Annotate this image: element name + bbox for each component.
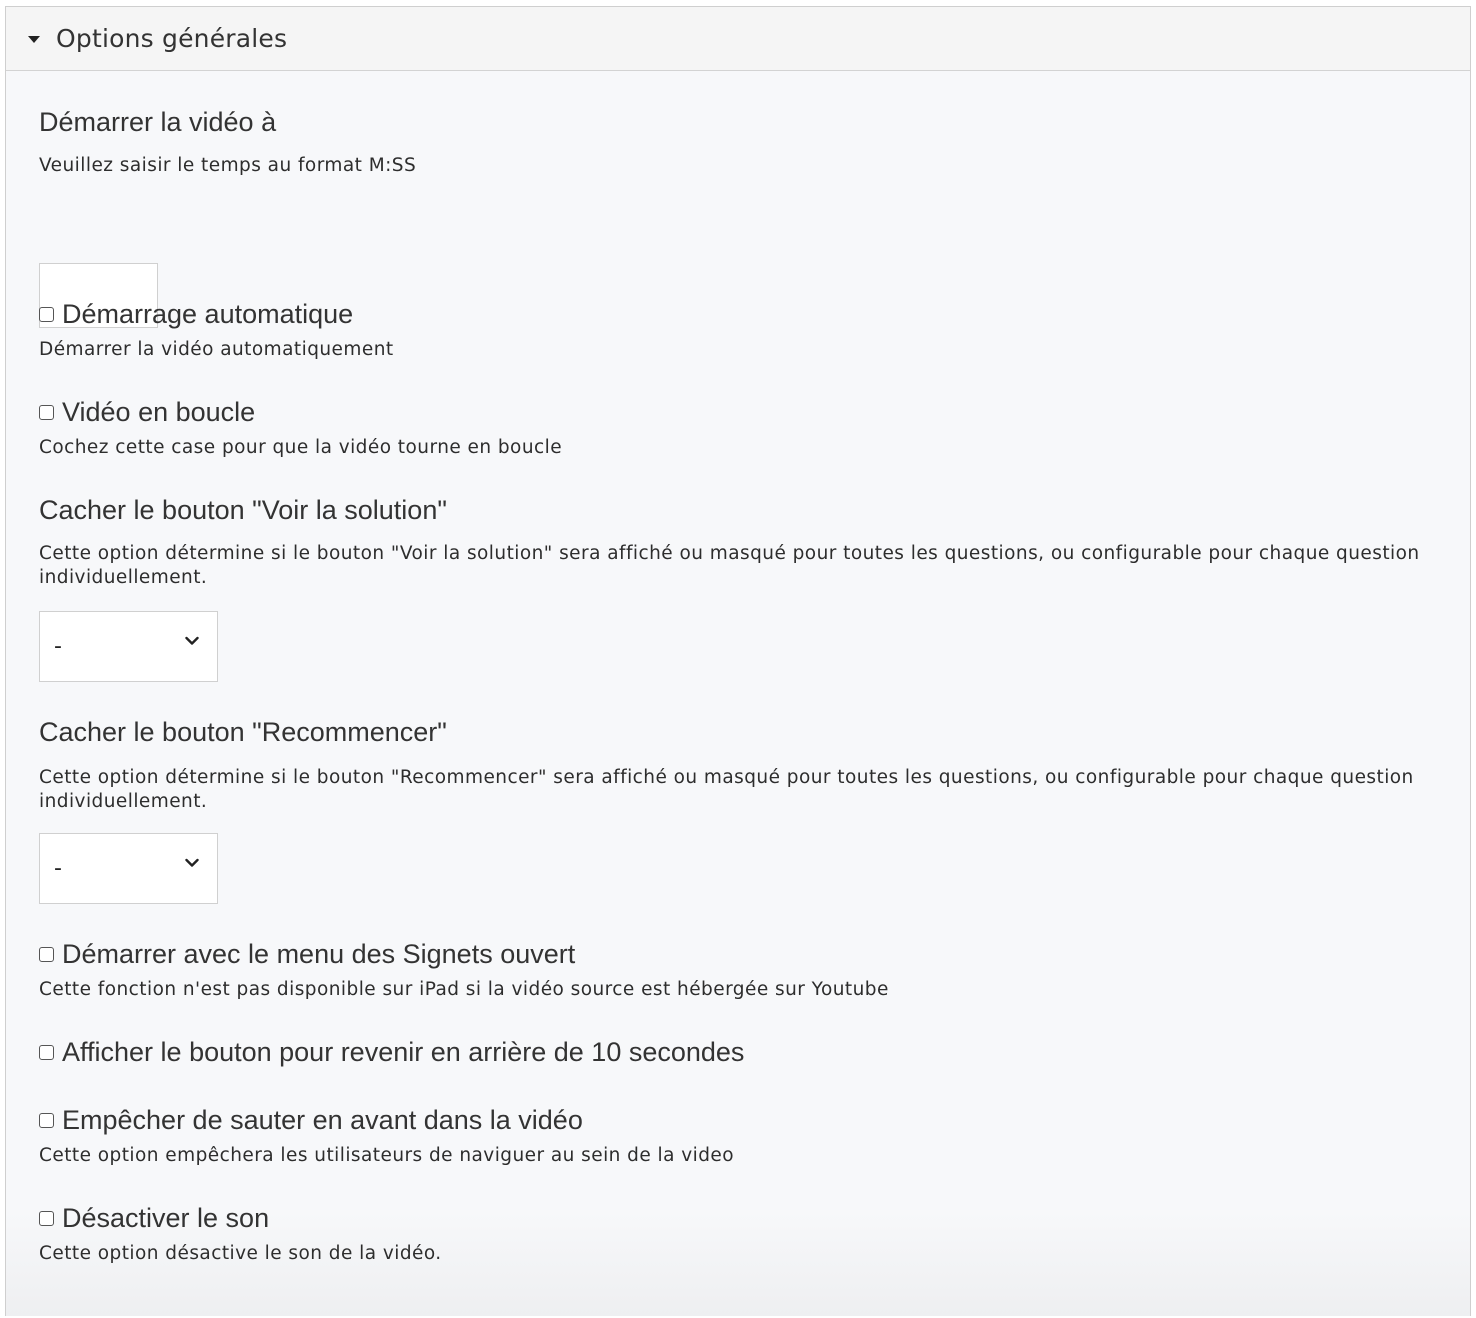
bookmarks-checkbox[interactable] bbox=[39, 947, 54, 962]
caret-down-icon[interactable] bbox=[28, 36, 40, 43]
autoplay-option[interactable] bbox=[39, 299, 353, 330]
chevron-down-icon bbox=[185, 858, 199, 868]
hide-solution-select[interactable] bbox=[39, 611, 218, 682]
start-time-description: Veuillez saisir le temps au format M:SS bbox=[39, 155, 417, 176]
general-options-header[interactable] bbox=[6, 7, 1470, 71]
mute-description: Cette option désactive le son de la vidéo. bbox=[39, 1243, 442, 1264]
hide-solution-label: Cacher le bouton "Voir la solution" bbox=[39, 495, 447, 525]
hide-retry-select[interactable] bbox=[39, 833, 218, 904]
chevron-down-icon bbox=[185, 636, 199, 646]
prevent-skip-option[interactable] bbox=[39, 1105, 583, 1136]
prevent-skip-label[interactable]: Empêcher de sauter en avant dans la vidéo bbox=[62, 1105, 583, 1135]
autoplay-label[interactable]: Démarrage automatique bbox=[62, 299, 354, 329]
loop-label[interactable]: Vidéo en boucle bbox=[62, 397, 256, 427]
loop-description: Cochez cette case pour que la vidéo tourne en boucle bbox=[39, 437, 563, 458]
bookmarks-description: Cette fonction n'est pas disponible sur iPad si la vidéo source est hébergée sur Youtube bbox=[39, 979, 889, 1000]
hide-solution-selected-value: - bbox=[54, 634, 62, 659]
hide-retry-selected-value: - bbox=[54, 856, 62, 881]
bookmarks-label[interactable]: Démarrer avec le menu des Signets ouvert bbox=[62, 939, 576, 969]
rewind-checkbox[interactable] bbox=[39, 1045, 54, 1060]
rewind-option[interactable] bbox=[39, 1037, 744, 1068]
start-time-label: Démarrer la vidéo à bbox=[39, 107, 277, 137]
hide-retry-description: Cette option détermine si le bouton "Recommencer" sera affiché ou masqué pour toutes les questions, ou configurable pour chaque question individuellement. bbox=[39, 767, 1414, 812]
hide-solution-description: Cette option détermine si le bouton "Voir la solution" sera affiché ou masqué pour toutes les questions, ou configurable pour chaque question individuellement. bbox=[39, 543, 1420, 588]
hide-retry-label: Cacher le bouton "Recommencer" bbox=[39, 717, 447, 747]
mute-label[interactable]: Désactiver le son bbox=[62, 1203, 270, 1233]
autoplay-checkbox[interactable] bbox=[39, 307, 54, 322]
loop-checkbox[interactable] bbox=[39, 405, 54, 420]
autoplay-description: Démarrer la vidéo automatiquement bbox=[39, 339, 394, 360]
general-options-panel bbox=[5, 6, 1471, 1316]
prevent-skip-description: Cette option empêchera les utilisateurs de naviguer au sein de la video bbox=[39, 1145, 735, 1166]
mute-option[interactable] bbox=[39, 1203, 269, 1234]
rewind-label[interactable]: Afficher le bouton pour revenir en arrière de 10 secondes bbox=[62, 1037, 745, 1067]
loop-option[interactable] bbox=[39, 397, 255, 428]
mute-checkbox[interactable] bbox=[39, 1211, 54, 1226]
prevent-skip-checkbox[interactable] bbox=[39, 1113, 54, 1128]
panel-title: Options générales bbox=[56, 24, 288, 53]
bookmarks-option[interactable] bbox=[39, 939, 575, 970]
